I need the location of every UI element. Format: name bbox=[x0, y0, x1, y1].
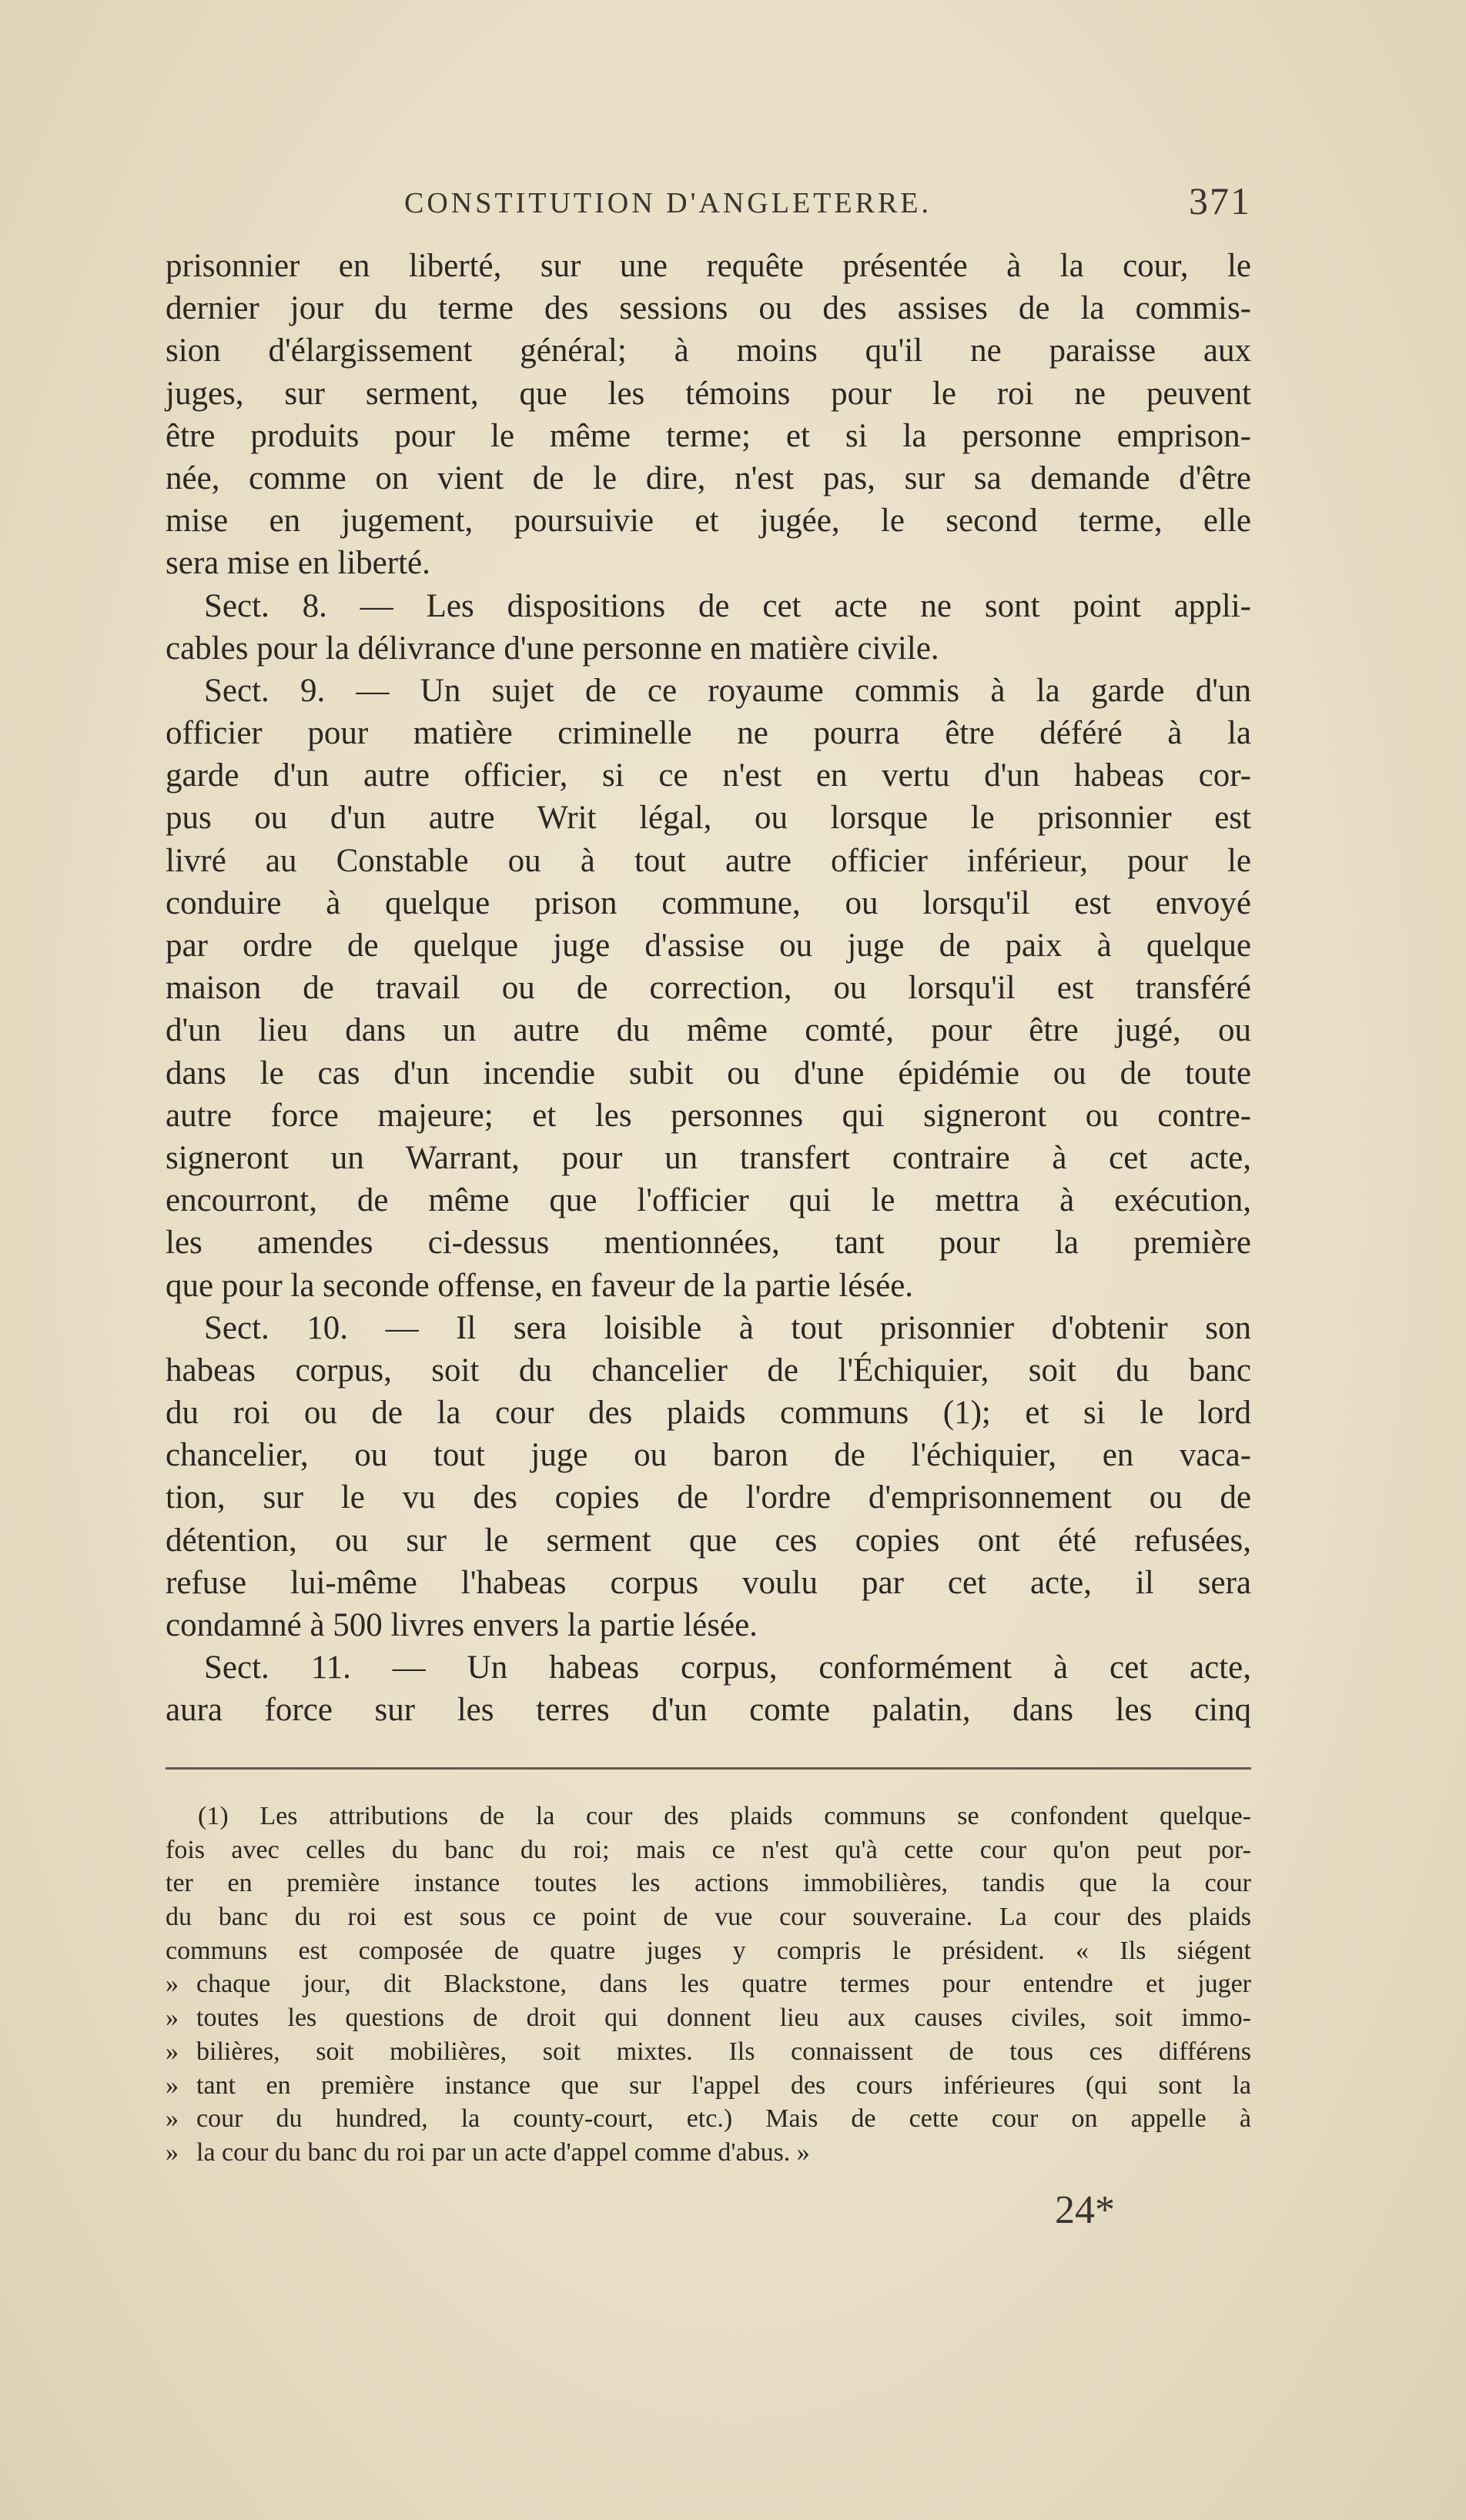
running-head: CONSTITUTION D'ANGLETERRE. bbox=[404, 187, 932, 219]
text-line: juges, sur serment, que les témoins pour le roi ne peuvent bbox=[166, 375, 1251, 412]
quote-mark: » bbox=[166, 2070, 179, 2100]
text-line: aura force sur les terres d'un comte palatin, dans les cinq bbox=[166, 1692, 1251, 1729]
signature-mark: 24* bbox=[1055, 2188, 1115, 2232]
quote-mark: » bbox=[166, 2004, 179, 2033]
main-text bbox=[166, 245, 1251, 1732]
quote-mark: » bbox=[166, 2104, 179, 2134]
text-line: livré au Constable ou à tout autre officier inférieur, pour le bbox=[166, 842, 1251, 879]
quote-mark: » bbox=[166, 2037, 179, 2066]
page-header bbox=[166, 175, 1251, 229]
footnote-rule bbox=[166, 1767, 1251, 1770]
text-line: les amendes ci-dessus mentionnées, tant pour la première bbox=[166, 1225, 1251, 1262]
text-line: détention, ou sur le serment que ces copies ont été refusées, bbox=[166, 1522, 1251, 1559]
text-line: signeront un Warrant, pour un transfert contraire à cet acte, bbox=[166, 1139, 1251, 1176]
footnote-line: (1) Les attributions de la cour des plaids communs se confondent quelque- bbox=[198, 1802, 1251, 1830]
text-line: tion, sur le vu des copies de l'ordre d'emprisonnement ou de bbox=[166, 1479, 1251, 1516]
footnote-line-text: chaque jour, dit Blackstone, dans les quatre termes pour entendre et juger bbox=[196, 1970, 1251, 1999]
footnote-line: fois avec celles du banc du roi; mais ce n'est qu'à cette cour qu'on peut por- bbox=[166, 1835, 1251, 1864]
quote-mark: » bbox=[166, 2137, 179, 2167]
footnote-line-text: la cour du banc du roi par un acte d'appel comme d'abus. » bbox=[196, 2137, 810, 2167]
section-10-line: Sect. 10. — Il sera loisible à tout prisonnier d'obtenir son bbox=[204, 1309, 1251, 1346]
section-8-line: Sect. 8. — Les dispositions de cet acte ne sont point appli- bbox=[204, 587, 1251, 624]
text-line: prisonnier en liberté, sur une requête présentée à la cour, le bbox=[166, 248, 1251, 284]
footnote-quote-line bbox=[166, 2136, 1251, 2170]
text-line: chancelier, ou tout juge ou baron de l'échiquier, en vaca- bbox=[166, 1437, 1251, 1474]
text-line: garde d'un autre officier, si ce n'est en vertu d'un habeas cor- bbox=[166, 757, 1251, 794]
text-line: officier pour matière criminelle ne pourra être déféré à la bbox=[166, 715, 1251, 752]
text-line: refuse lui-même l'habeas corpus voulu par cet acte, il sera bbox=[166, 1564, 1251, 1601]
text-line: condamné à 500 livres envers la partie lésée. bbox=[166, 1607, 758, 1643]
footnote-quote-line bbox=[166, 2001, 1251, 2035]
text-line: dans le cas d'un incendie subit ou d'une épidémie ou de toute bbox=[166, 1054, 1251, 1091]
text-line: encourront, de même que l'officier qui le mettra à exécution, bbox=[166, 1182, 1251, 1219]
text-line: sion d'élargissement général; à moins qu'il ne paraisse aux bbox=[166, 333, 1251, 369]
text-line: cables pour la délivrance d'une personne en matière civile. bbox=[166, 630, 939, 667]
footnote-line: ter en première instance toutes les actions immobilières, tandis que la cour bbox=[166, 1869, 1251, 1898]
footnote-line-text: cour du hundred, la county-court, etc.) Mais de cette cour on appelle à bbox=[196, 2104, 1251, 2134]
text-line: mise en jugement, poursuivie et jugée, le second terme, elle bbox=[166, 503, 1251, 540]
text-line: être produits pour le même terme; et si la personne emprison- bbox=[166, 417, 1251, 454]
footnote-line-text: bilières, soit mobilières, soit mixtes. Ils connaissent de tous ces différens bbox=[196, 2037, 1251, 2066]
text-line: maison de travail ou de correction, ou lorsqu'il est transféré bbox=[166, 970, 1251, 1007]
footnote-quote-line bbox=[166, 2102, 1251, 2136]
footnote-line: du banc du roi est sous ce point de vue cour souveraine. La cour des plaids bbox=[166, 1903, 1251, 1932]
text-line: dernier jour du terme des sessions ou des assises de la commis- bbox=[166, 290, 1251, 327]
footnote-line-text: tant en première instance que sur l'appel des cours inférieures (qui sont la bbox=[196, 2070, 1251, 2100]
text-line: conduire à quelque prison commune, ou lorsqu'il est envoyé bbox=[166, 884, 1251, 921]
text-line: née, comme on vient de le dire, n'est pas, sur sa demande d'être bbox=[166, 460, 1251, 496]
text-line: par ordre de quelque juge d'assise ou juge de paix à quelque bbox=[166, 927, 1251, 964]
page-number: 371 bbox=[1189, 179, 1251, 222]
section-11-line: Sect. 11. — Un habeas corpus, conformément à cet acte, bbox=[204, 1649, 1251, 1686]
text-line: d'un lieu dans un autre du même comté, pour être jugé, ou bbox=[166, 1012, 1251, 1049]
footnote-quote-line bbox=[166, 2069, 1251, 2103]
text-line: habeas corpus, soit du chancelier de l'Échiquier, soit du banc bbox=[166, 1352, 1251, 1389]
text-line: que pour la seconde offense, en faveur de la partie lésée. bbox=[166, 1267, 914, 1304]
text-line: autre force majeure; et les personnes qui signeront ou contre- bbox=[166, 1097, 1251, 1134]
footnote-line: communs est composée de quatre juges y compris le président. « Ils siégent bbox=[166, 1936, 1251, 1965]
quote-mark: » bbox=[166, 1970, 179, 1999]
section-9-line: Sect. 9. — Un sujet de ce royaume commis à la garde d'un bbox=[204, 672, 1251, 709]
footnote bbox=[166, 1800, 1251, 2170]
footnote-quote-line bbox=[166, 2035, 1251, 2069]
footnote-quote-line bbox=[166, 1967, 1251, 2001]
footnote-line-text: toutes les questions de droit qui donnent lieu aux causes civiles, soit immo- bbox=[196, 2004, 1251, 2033]
text-line: sera mise en liberté. bbox=[166, 545, 430, 582]
text-line: pus ou d'un autre Writ légal, ou lorsque le prisonnier est bbox=[166, 800, 1251, 837]
text-line: du roi ou de la cour des plaids communs (1); et si le lord bbox=[166, 1395, 1251, 1432]
